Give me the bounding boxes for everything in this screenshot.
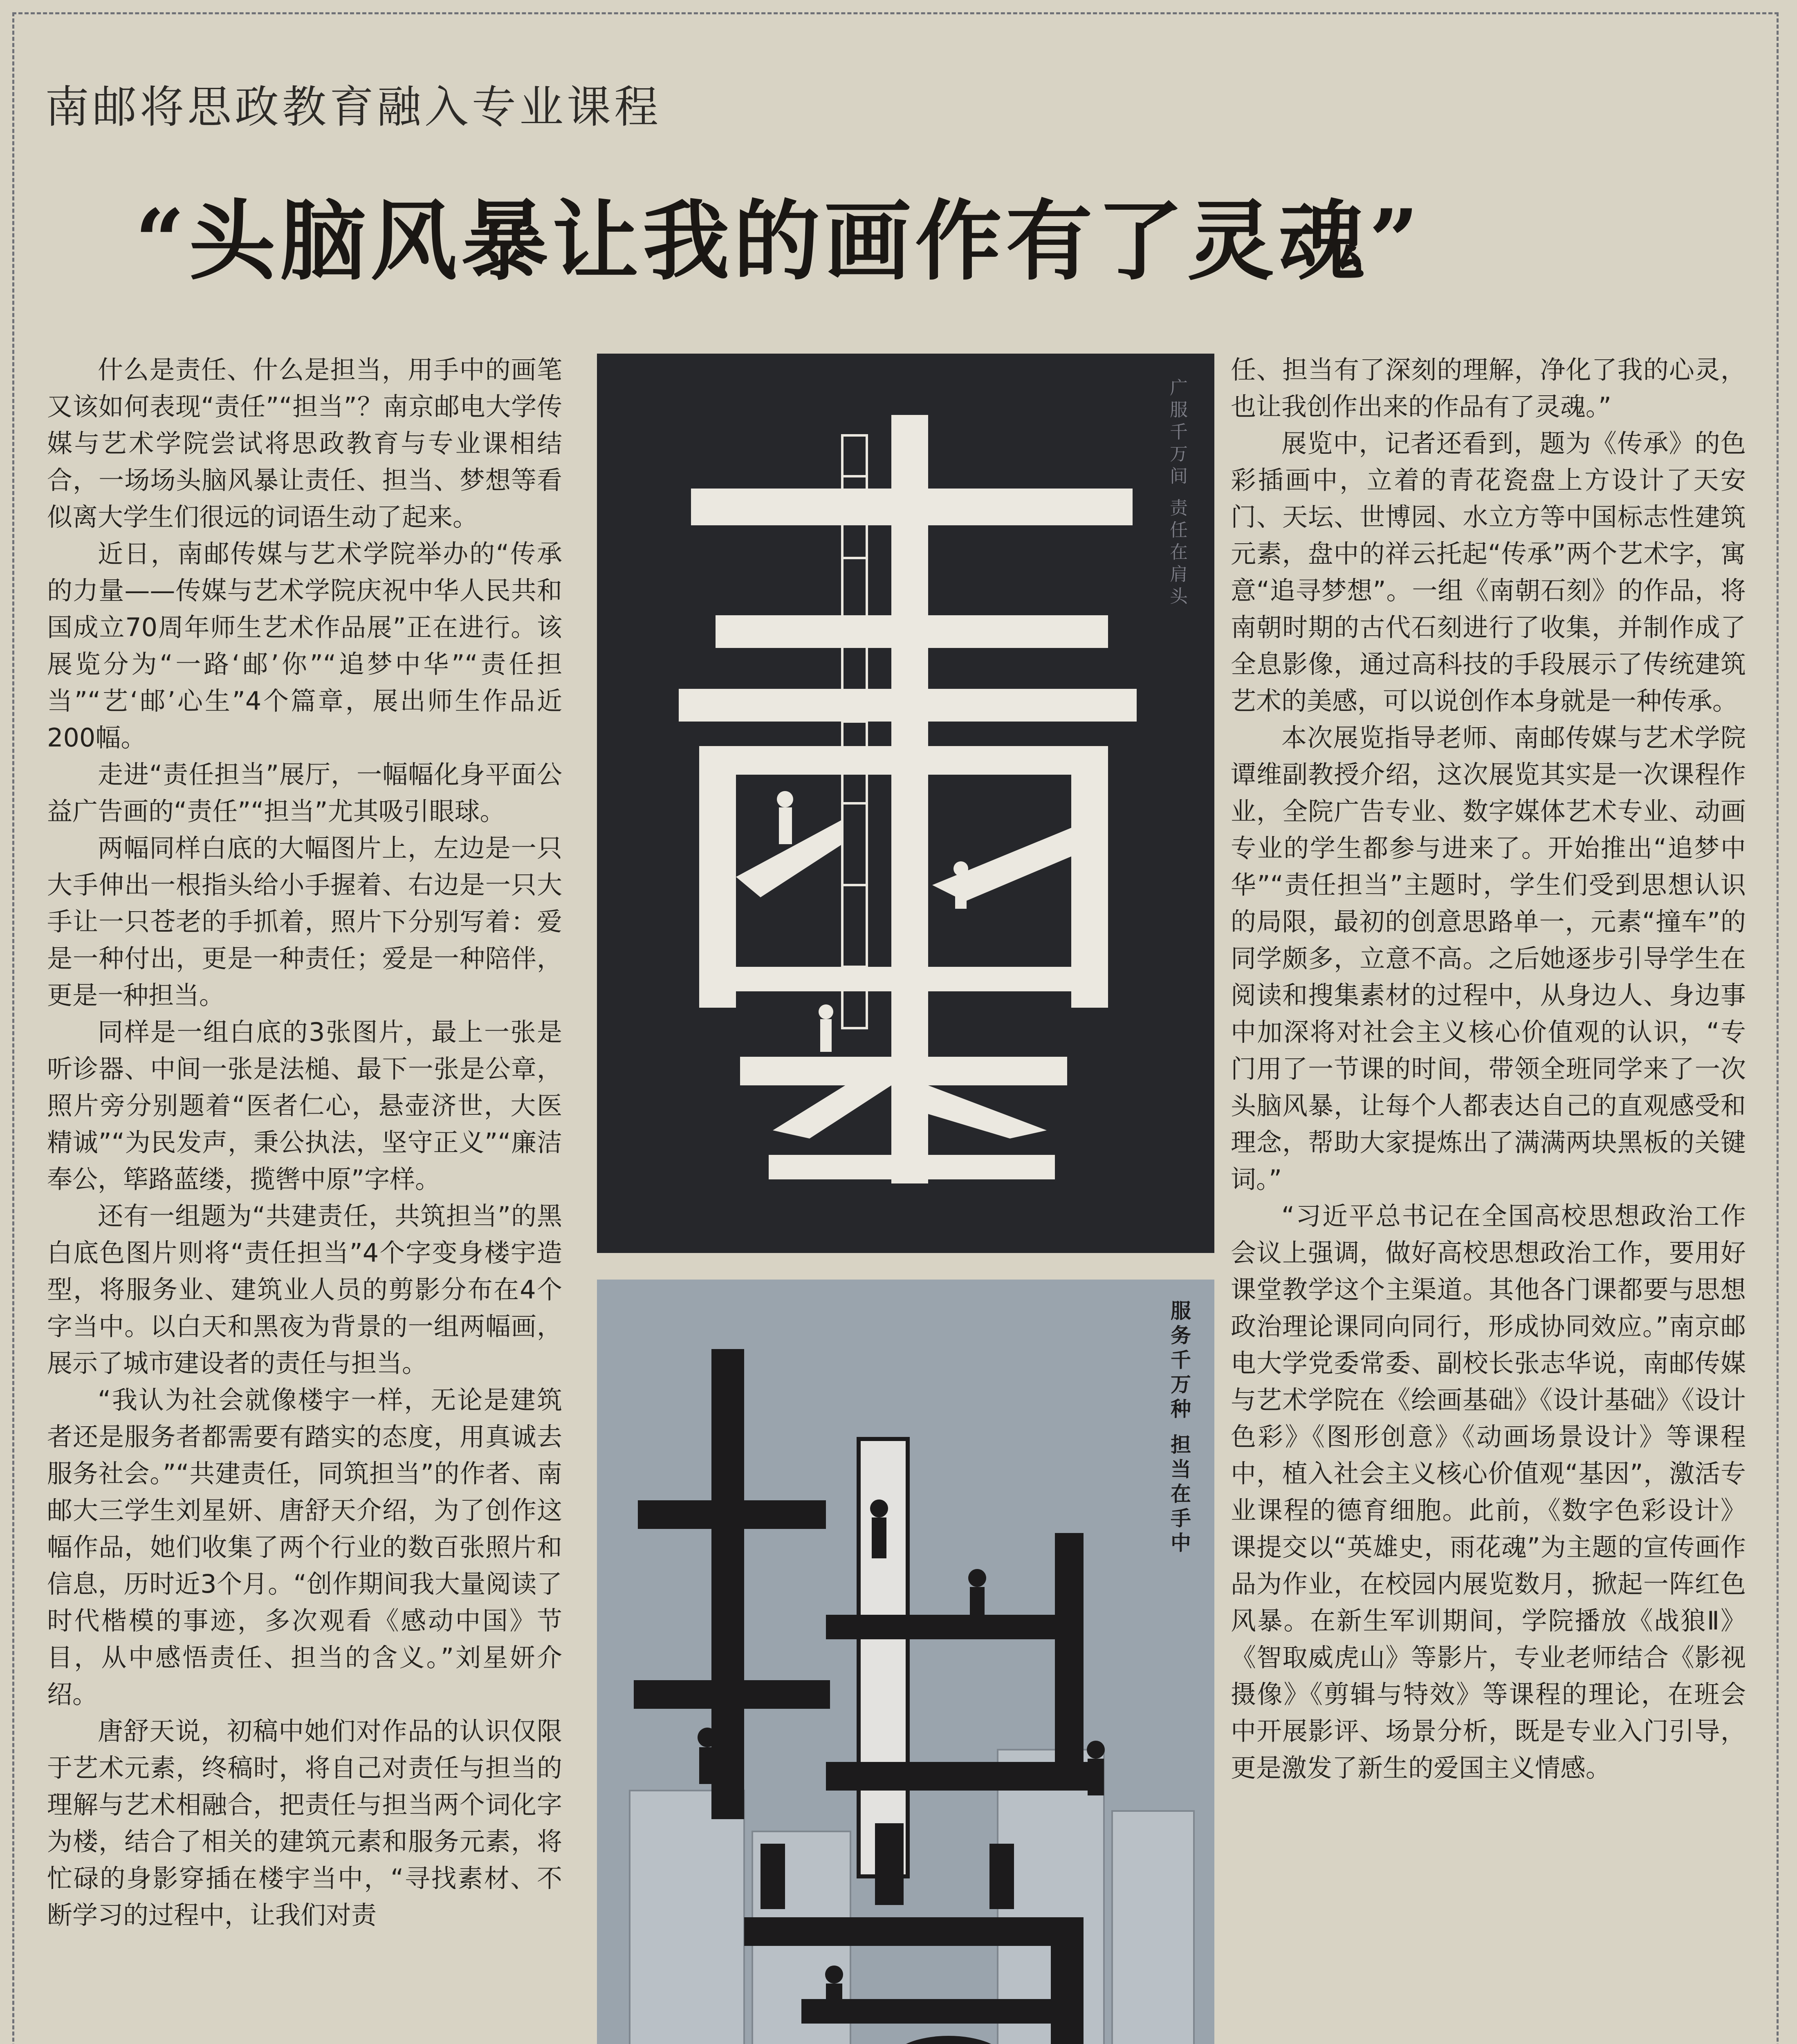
poster-dandang-artwork (597, 1280, 1214, 2044)
right-column (1231, 352, 1746, 1786)
paragraph: 还有一组题为“共建责任，共筑担当”的黑白底色图片则将“责任担当”4个字变身楼宇造型，将服务业、建筑业人员的剪影分布在4个字当中。以白天和黑夜为背景的一组两幅画，展示了城市建设者的责任与担当。 (47, 1201, 562, 1378)
poster-zeren-artwork (597, 354, 1214, 1253)
paragraph: 展览中，记者还看到，题为《传承》的色彩插画中，立着的青花瓷盘上方设计了天安门、天坛、世博园、水立方等中国标志性建筑元素，盘中的祥云托起“传承”两个艺术字，寓意“追寻梦想”。一组《南朝石刻》的作品，将南朝时期的古代石刻进行了收集，并制作成了全息影像，通过高科技的手段展示了传统建筑艺术的美感，可以说创作本身就是一种传承。 (1231, 428, 1746, 716)
paragraph: 什么是责任、什么是担当，用手中的画笔又该如何表现“责任”“担当”？南京邮电大学传媒与艺术学院尝试将思政教育与专业课相结合，一场场头脑风暴让责任、担当、梦想等看似离大学生们很远的词语生动了起来。 (47, 355, 562, 532)
left-column (47, 352, 562, 1934)
paragraph: 走进“责任担当”展厅，一幅幅化身平面公益广告画的“责任”“担当”尤其吸引眼球。 (47, 760, 562, 826)
paragraph: 唐舒天说，初稿中她们对作品的认识仅限于艺术元素，终稿时，将自己对责任与担当的理解与艺术相融合，把责任与担当两个词化字为楼，结合了相关的建筑元素和服务元素，将忙碌的身影穿插在楼宇当中，“寻找素材、不断学习的过程中，让我们对责 (47, 1716, 562, 1930)
poster-vertical-slogan: 广服千万间 责任在肩头 (1167, 378, 1187, 609)
paragraph-continuation: 任、担当有了深刻的理解，净化了我的心灵，也让我创作出来的作品有了灵魂。” (1231, 355, 1746, 421)
paragraph: 同样是一组白底的3张图片，最上一张是听诊器、中间一张是法槌、最下一张是公章，照片旁分别题着“医者仁心，悬壶济世，大医精诚”“为民发声，秉公执法，坚守正义”“廉洁奉公，筚路蓝缕，揽辔中原”字样。 (47, 1017, 562, 1194)
paragraph: “我认为社会就像楼宇一样，无论是建筑者还是服务者都需要有踏实的态度，用真诚去服务社会。”“共建责任，同筑担当”的作者、南邮大三学生刘星妍、唐舒天介绍，为了创作这幅作品，她们收集了两个行业的数百张照片和信息，历时近3个月。“创作期间我大量阅读了时代楷模的事迹，多次观看《感动中国》节目，从中感悟责任、担当的含义。”刘星妍介绍。 (47, 1385, 562, 1709)
paragraph: “习近平总书记在全国高校思想政治工作会议上强调，做好高校思想政治工作，要用好课堂教学这个主渠道。其他各门课都要与思想政治理论课同向同行，形成协同效应。”南京邮电大学党委常委、副校长张志华说，南邮传媒与艺术学院在《绘画基础》《设计基础》《设计色彩》《图形创意》《动画场景设计》等课程中，植入社会主义核心价值观“基因”，激活专业课程的德育细胞。此前，《数字色彩设计》课提交以“英雄史，雨花魂”为主题的宣传画作品为作业，在校园内展览数月，掀起一阵红色风暴。在新生军训期间，学院播放《战狼Ⅱ》《智取威虎山》等影片，专业老师结合《影视摄像》《剪辑与特效》等课程的理论，在班会中开展影评、场景分析，既是专业入门引导，更是激发了新生的爱国主义情感。 (1231, 1201, 1746, 1783)
paragraph: 近日，南邮传媒与艺术学院举办的“传承的力量——传媒与艺术学院庆祝中华人民共和国成立70周年师生艺术作品展”正在进行。该展览分为“一路‘邮’你”“追梦中华”“责任担当”“艺‘邮’心生”4个篇章，展出师生作品近200幅。 (47, 539, 562, 753)
poster-responsibility-night (597, 354, 1214, 1253)
article-headline: “头脑风暴让我的画作有了灵魂” (135, 190, 1423, 292)
paragraph: 两幅同样白底的大幅图片上，左边是一只大手伸出一根指头给小手握着、右边是一只大手让一只苍老的手抓着，照片下分别写着：爱是一种付出，更是一种责任；爱是一种陪伴，更是一种担当。 (47, 833, 562, 1010)
article-subheadline: 南邮将思政教育融入专业课程 (45, 82, 662, 133)
paragraph: 本次展览指导老师、南邮传媒与艺术学院谭维副教授介绍，这次展览其实是一次课程作业，全院广告专业、数字媒体艺术专业、动画专业的学生都参与进来了。开始推出“追梦中华”“责任担当”主题时，学生们受到思想认识的局限，最初的创意思路单一，元素“撞车”的同学颇多，立意不高。之后她逐步引导学生在阅读和搜集素材的过程中，从身边人、身边事中加深将对社会主义核心价值观的认识，“专门用了一节课的时间，带领全班同学来了一次头脑风暴，让每个人都表达自己的直观感受和理念，帮助大家提炼出了满满两块黑板的关键词。” (1231, 723, 1746, 1194)
poster-vertical-slogan: 服务千万种 担当在手中 (1167, 1300, 1191, 1557)
poster-responsibility-day (597, 1280, 1214, 2044)
